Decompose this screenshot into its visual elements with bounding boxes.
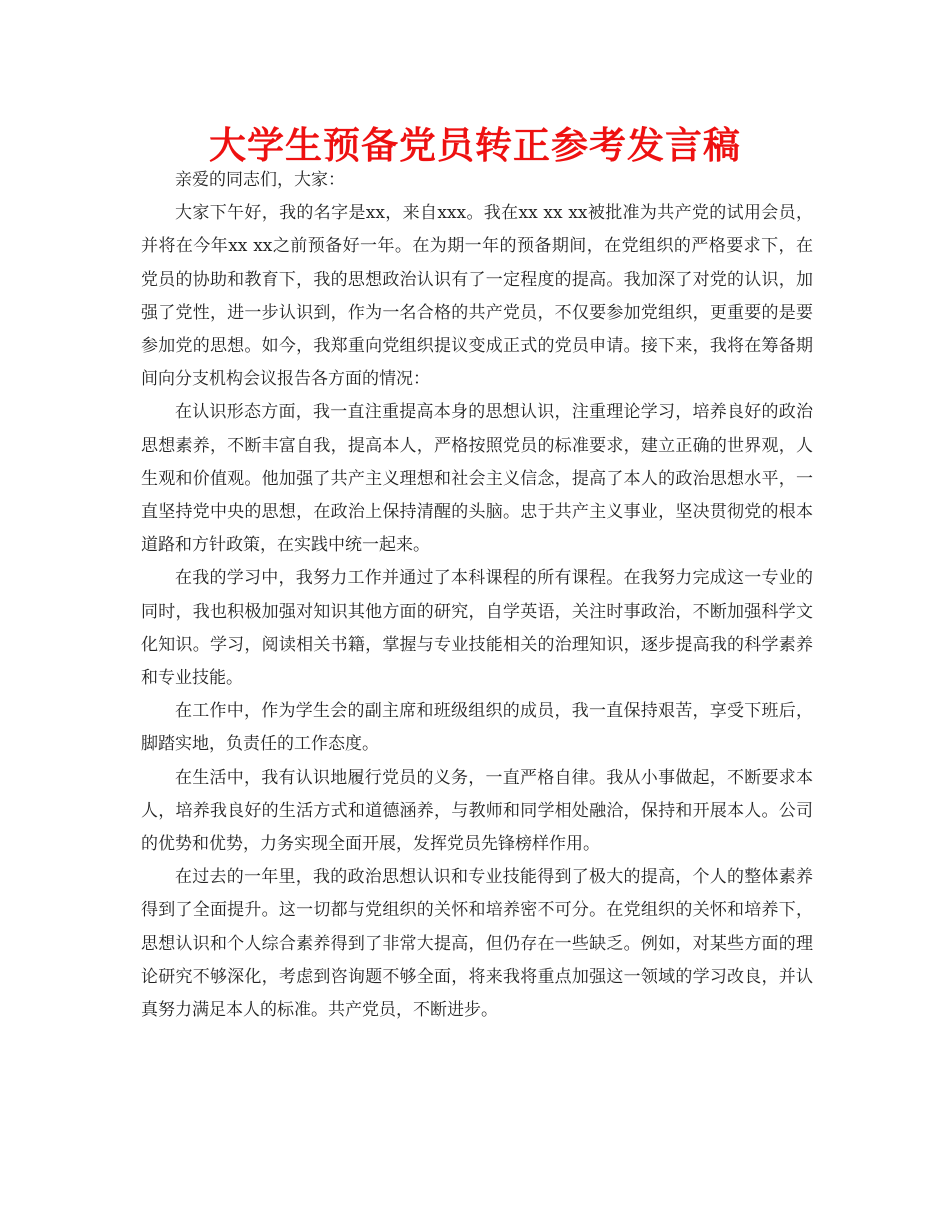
body-paragraph-2: 在认识形态方面，我一直注重提高本身的思想认识，注重理论学习，培养良好的政治思想素养，不断丰富自我，提高本人，严格按照党员的标准要求，建立正确的世界观，人生观和价值观。他加强了共产主义理想和社会主义信念，提高了本人的政治思想水平，一直坚持党中央的思想，在政治上保持清醒的头脑。忠于共产主义事业，坚决贯彻党的根本道路和方针政策，在实践中统一起来。: [141, 402, 813, 556]
document-body: [141, 164, 813, 1027]
body-paragraph-6: 在过去的一年里，我的政治思想认识和专业技能得到了极大的提高，个人的整体素养得到了全面提升。这一切都与党组织的关怀和培养密不可分。在党组织的关怀和培养下，思想认识和个人综合素养得到了非常大提高，但仍存在一些缺乏。例如，对某些方面的理论研究不够深化，考虑到咨询题不够全面，将来我将重点加强这一领域的学习改良，并认真努力满足本人的标准。共产党员，不断进步。: [141, 867, 813, 1021]
body-paragraph-5: 在生活中，我有认识地履行党员的义务，一直严格自律。我从小事做起，不断要求本人，培养我良好的生活方式和道德涵养，与教师和同学相处融洽，保持和开展本人。公司的优势和优势，力务实现全面开展，发挥党员先锋榜样作用。: [141, 767, 813, 855]
body-paragraph-3: 在我的学习中，我努力工作并通过了本科课程的所有课程。在我努力完成这一专业的同时，我也积极加强对知识其他方面的研究，自学英语，关注时事政治，不断加强科学文化知识。学习，阅读相关书籍，掌握与专业技能相关的治理知识，逐步提高我的科学素养和专业技能。: [141, 568, 813, 689]
body-paragraph-4: 在工作中，作为学生会的副主席和班级组织的成员，我一直保持艰苦，享受下班后，脚踏实地，负责任的工作态度。: [141, 701, 813, 755]
greeting-paragraph: 亲爱的同志们，大家：: [175, 170, 345, 190]
document-title: 大学生预备党员转正参考发言稿: [209, 124, 741, 167]
body-paragraph-1: 大家下午好，我的名字是xx，来自xxx。我在xx xx xx被批准为共产党的试用会员，并将在今年xx xx之前预备好一年。在为期一年的预备期间，在党组织的严格要求下，在党员的协助和教育下，我的思想政治认识有了一定程度的提高。我加深了对党的认识，加强了党性，进一步认识到，作为一名合格的共产党员，不仅要参加党组织，更重要的是要参加党的思想。如今，我郑重向党组织提议变成正式的党员申请。接下来，我将在筹备期间向分支机构会议报告各方面的情况：: [141, 203, 813, 390]
